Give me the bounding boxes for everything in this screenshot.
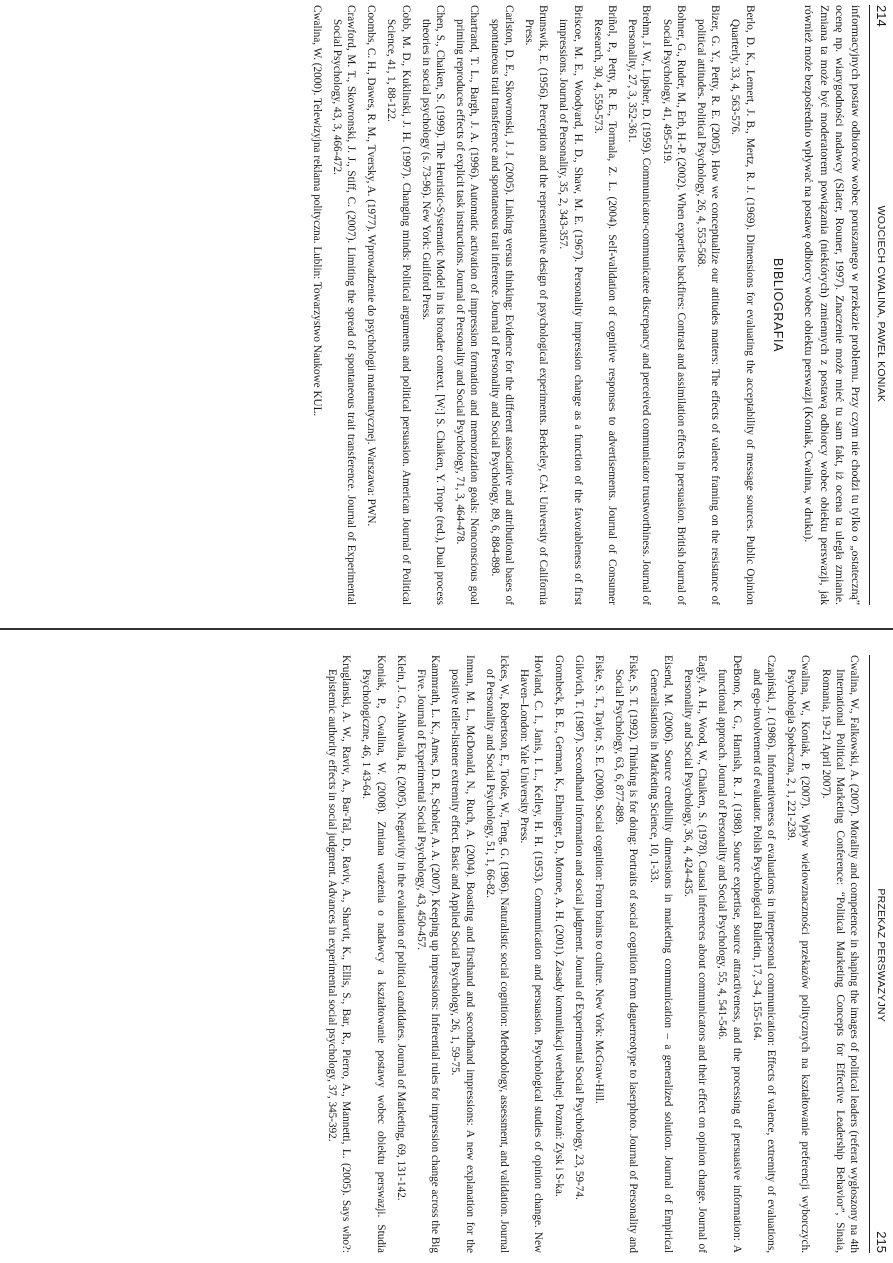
running-head: PRZEKAZ PERSWAZYJNY: [875, 888, 887, 1022]
reference-entry: Ickes, W., Robertson, E., Tooke, W., Teng, G. (1986). Naturalistic social cognition: Methodology, assessment, and validation. Journal of Personality and Social Psychology, 51, 1, 66-82.: [483, 655, 510, 1253]
reference-entry: Chartrand, T. L., Bargh, J. A. (1996). Automatic activation of impression formation and memorization goals: Nonconscious goal priming reproduces effects of explicit task instructions. Journal of Personality and Social Psychology, 71, 3, 464-478.: [454, 5, 481, 605]
header-rule: [869, 5, 870, 605]
reference-entry: Eagly, A. H., Wood, W., Chaiken, S. (1978). Causal inferences about communicators and their effect on opinion change. Journal of Personality and Social Psychology, 36, 4, 424-435.: [681, 655, 709, 1253]
reference-entry: Cobb, M. D., Kuklinski, J. H. (1997). Changing minds: Political arguments and political persuasion. American Journal of Political Science, 41, 1, 88-122.: [385, 5, 412, 605]
reference-entry: Brehm, J. W., Lipsher, D. (1959). Communicator-communicatee discrepancy and perceived communicator trustworthiness. Journal of Personality, 27, 3, 352-361.: [626, 5, 653, 605]
reference-entry: Crawford, M. T., Skowronski, J. J., Stiff, C. (2007). Limiting the spread of spontaneous trait transference. Journal of Experimental Social Psychology, 43, 3, 466-472.: [330, 5, 357, 605]
reference-entry: Kammrath, L. K., Ames, D. R., Scholer, A. A. (2007). Keeping up impressions: Inferential rules for impression change across the Big Five. Journal of Experimental Social Psychology, 43, 450-457.: [414, 655, 442, 1253]
reference-entry: Eisend, M. (2006). Source credibility dimensions in marketing communication – a generalized solution. Journal of Empirical Generalisations in Marketing Science, 10, 1-33.: [647, 655, 674, 1253]
reference-entry: Bohner, G., Ruder, M., Erb, H.-P. (2002). When expertise backfires: Contrast and assimilation effects in persuasion. British Journal of Social Psychology, 41, 495-519.: [660, 5, 687, 605]
reference-entry: Fiske, S. T., Taylor, S. E. (2008). Social cognition: From brains to culture. New York: McGraw-Hill.: [592, 655, 605, 1104]
running-head: WOJCIECH CWALINA, PAWEŁ KONIAK: [875, 205, 887, 403]
reference-entry: Coombs, C. H., Dawes, R. M., Tversky, A. (1977). Wprowadzenie do psychologii matematycznej. Warszawa: PWN.: [365, 5, 378, 527]
reference-entry: Brunswik, E. (1956). Perception and the representative design of psychological experiments. Berkeley, CA: University of California Press.: [522, 5, 550, 605]
page-number: 215: [874, 1231, 889, 1253]
reference-list: [325, 655, 861, 1253]
right-page: [90, 655, 890, 1253]
reference-entry: Inman, M. L., McDonald, N., Ruch, A. (2004). Boasting and firsthand and secondhand impressions: A new explanation for the positive teller-listener extremity effect. Basic and Applied Social Psychology, 26, 1, 59-75.: [449, 655, 476, 1253]
reference-entry: Cwalina, W. (2000). Telewizyjna reklama polityczna. Lublin: Towarzystwo Naukowe KUL.: [310, 5, 323, 417]
reference-entry: Chen, S., Chaiken, S. (1999). The Heuristic-Systematic Model in its broader context. [W:] S. Chaiken, Y. Trope (red.), Dual process theories in social psychology (s. 73-96). New York: Guilford Press.: [419, 5, 446, 605]
right-page-header: [872, 655, 890, 1253]
reference-entry: Fiske, S. T. (1992). Thinking is for doing: Portraits of social cognition from daguerreotype to laserphoto. Journal of Personality and Social Psychology, 63, 6, 877-889.: [613, 655, 640, 1253]
page-number: 214: [874, 5, 889, 27]
reference-entry: Cwalina, W., Koniak, P. (2007). Wpływ wielowznaczności przekazów politycznych na kształtowanie preferencji wyborczych. Psychologia Społeczna, 2, 1, 221-239.: [785, 655, 812, 1253]
left-page: [90, 5, 890, 605]
reference-entry: Grombeck, B. E., German, K., Ehninger, D., Monroe, A. H. (2001). Zasady komunikacji werbalnej. Poznań: Zysk i S-ka.: [552, 655, 565, 1197]
reference-entry: Czapiński, J. (1986). Informativeness of evaluations in interpersonal communication: Effects of valence, extremity of evaluations, and ego-involvement of evaluator. Polish Psychological Bulletin, 17, 3-4, 155-164.: [750, 655, 777, 1253]
header-rule: [869, 655, 870, 1253]
reference-entry: Cwalina, W., Falkowski, A. (2007). Morality and competence in shaping the images of political leaders (referat wygłoszony na 4th International Political Marketing Conference: “Political Marketing Concepts for Effective Leadership Behavior”, Sinaia, Romania, 19-21 April 2007).: [819, 655, 860, 1253]
reference-entry: Briñol, P., Petty, R. E., Tormala, Z. L. (2004). Self-validation of cognitive responses to advertisements. Journal of Consumer Research, 30, 4, 559-573.: [591, 5, 618, 605]
reference-entry: Gilovich, T. (1987). Secondhand information and social judgment. Journal of Experimental Social Psychology, 23, 59-74.: [572, 655, 585, 1200]
reference-entry: Hovland, C. I., Janis, I. L., Kelley, H. H. (1953). Communication and persuasion. Psychological studies of opinion change. New Haven–London: Yale University Press.: [518, 655, 545, 1253]
reference-entry: Koniak, P., Cwalina, W. (2008). Zmiana wrażenia o nadawcy a kształtowanie postawy wobec obiektu perswazji. Studia Psychologiczne, 46, 1 43-64.: [360, 655, 387, 1253]
reference-entry: DeBono, K. G., Harnish, R. J. (1988). Source expertise, source attractiveness, and the processing of persuasive information: A functional approach. Journal of Personality and Social Psychology, 55, 4, 541-546.: [716, 655, 743, 1253]
reference-entry: Briscoe, M. E., Woodyard, H. D., Shaw, M. E. (1967). Personality impression change as a function of the favorableness of first impressions. Journal of Personality, 35, 2, 343-357.: [557, 5, 584, 605]
left-page-header: [872, 5, 890, 605]
page-fold-divider: [0, 628, 893, 630]
body-paragraph: informacyjnych postaw odbiorców wobec poruszanego w przekazie problemu. Przy czym nie chodzi tu tylko o „ostateczną” ocenę np. wiarygodności nadawcy (Slater, Rouner, 1997). Znaczenie może mieć tu sam fakt, iż ocena ta uległa zmianie. Zmiana ta może być moderatorem powiązania (niektórych) zmiennych z postawą odbiorcy wobec obiektu perswazji, jak również może bezpośrednio wpływać na postawę odbiorcy wobec obiektu perswazji (Koniak, Cwalina, w druku).: [802, 5, 863, 605]
reference-entry: Berlo, D. K., Lemert, J. B., Mertz, R. J. (1969). Dimensions for evaluating the acceptability of message sources. Public Opinion Quarterly, 33, 4, 563-576.: [729, 5, 756, 605]
section-title: BIBLIOGRAFIA: [770, 257, 785, 353]
reference-entry: Bizer, G. Y., Petty, R. E. (2005). How we conceptualize our attitudes matters: The effects of valence framing on the resistance of political attitudes. Political Psychology, 26, 4, 553-568.: [695, 5, 722, 605]
reference-entry: Carlston, D. E., Skowronski, J. J. (2005). Linking versus thinking: Evidence for the different associative and attributional bases of spontaneous trait transference and spontaneous trait inference. Journal of Personality and Social Psychology, 89, 6, 884-898.: [488, 5, 515, 605]
reference-list: [309, 5, 756, 605]
reference-entry: Kruglanski, A. W., Raviv, A., Bar-Tal, D., Raviv, A., Sharvit, K., Ellis, S., Bar, R., Pierro, A., Mannetti, L. (2005). Says who?: Epistemic authority effects in social judgment. Advances in experimental social psychology, 37, 345-392.: [325, 655, 353, 1253]
reference-entry: Klein, J. G., Ahluwalia, R. (2005). Negativity in the evaluation of political candidates. Journal of Marketing, 69, 131-142.: [394, 655, 407, 1201]
